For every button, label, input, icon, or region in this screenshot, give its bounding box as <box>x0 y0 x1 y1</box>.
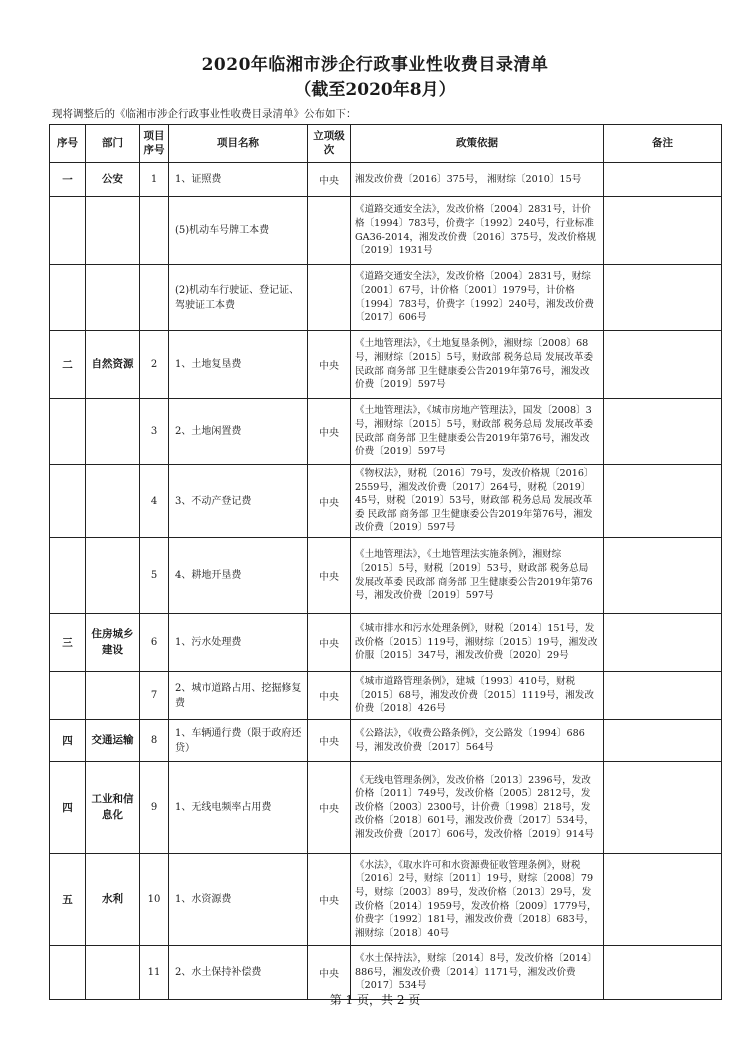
table-row <box>50 197 722 265</box>
row-remark <box>604 399 722 465</box>
row-seq: 二 <box>50 331 86 399</box>
row-dept: 住房城乡建设 <box>86 614 140 672</box>
row-remark <box>604 614 722 672</box>
table-row <box>50 465 722 538</box>
row-item-seq: 1 <box>140 163 169 197</box>
table-row <box>50 265 722 331</box>
row-item-name: 2、城市道路占用、挖掘修复费 <box>169 672 308 720</box>
row-seq <box>50 265 86 331</box>
row-level: 中央 <box>308 854 351 946</box>
row-level: 中央 <box>308 614 351 672</box>
intro-text: 现将调整后的《临湘市涉企行政事业性收费目录清单》公布如下： <box>52 108 357 120</box>
row-remark <box>604 854 722 946</box>
row-item-seq: 11 <box>140 946 169 1000</box>
table-header-row <box>50 125 722 163</box>
row-remark <box>604 197 722 265</box>
row-basis: 《土地管理法》，《城市房地产管理法》，国发〔2008〕3号，湘财综〔2015〕5号，财政部 税务总局 发展改革委 民政部 商务部 卫生健康委公告2019年第76号，湘发改价费〔2019〕597号 <box>351 399 604 465</box>
row-item-seq: 5 <box>140 538 169 614</box>
row-item-seq: 8 <box>140 720 169 762</box>
row-level: 中央 <box>308 720 351 762</box>
row-item-name: 1、污水处理费 <box>169 614 308 672</box>
row-level <box>308 197 351 265</box>
row-level: 中央 <box>308 946 351 1000</box>
row-item-name: 1、水资源费 <box>169 854 308 946</box>
row-item-seq: 2 <box>140 331 169 399</box>
row-dept: 公安 <box>86 163 140 197</box>
page-subtitle: （截至2020年8月） <box>294 80 456 100</box>
row-dept <box>86 399 140 465</box>
row-item-name: (5)机动车号牌工本费 <box>169 197 308 265</box>
row-item-name: 1、土地复垦费 <box>169 331 308 399</box>
header-seq: 序号 <box>50 125 86 163</box>
row-item-seq: 6 <box>140 614 169 672</box>
row-level: 中央 <box>308 538 351 614</box>
row-item-name: (2)机动车行驶证、登记证、驾驶证工本费 <box>169 265 308 331</box>
row-seq <box>50 197 86 265</box>
row-basis: 《公路法》，《收费公路条例》，交公路发〔1994〕686号，湘发改价费〔2017〕564号 <box>351 720 604 762</box>
table-row <box>50 854 722 946</box>
row-item-name: 2、水土保持补偿费 <box>169 946 308 1000</box>
row-item-name: 4、耕地开垦费 <box>169 538 308 614</box>
row-level: 中央 <box>308 672 351 720</box>
row-item-name: 1、证照费 <box>169 163 308 197</box>
row-item-name: 3、不动产登记费 <box>169 465 308 538</box>
row-basis: 《无线电管理条例》，发改价格〔2013〕2396号，发改价格〔2011〕749号，发改价格〔2005〕2812号，发改价格〔2003〕2300号，计价费〔1998〕218号，发改价格〔2018〕601号，湘发改价费〔2017〕534号，湘发改价费〔2017〕606号，发改价格〔2019〕914号 <box>351 762 604 854</box>
row-item-seq: 7 <box>140 672 169 720</box>
row-item-seq: 9 <box>140 762 169 854</box>
row-seq <box>50 465 86 538</box>
header-level: 立项级次 <box>308 125 351 163</box>
row-seq: 四 <box>50 720 86 762</box>
row-remark <box>604 672 722 720</box>
row-dept <box>86 265 140 331</box>
row-dept: 水利 <box>86 854 140 946</box>
row-level <box>308 265 351 331</box>
row-level: 中央 <box>308 465 351 538</box>
row-item-name: 1、无线电频率占用费 <box>169 762 308 854</box>
row-item-seq <box>140 197 169 265</box>
row-remark <box>604 331 722 399</box>
header-remark: 备注 <box>604 125 722 163</box>
row-basis: 《城市道路管理条例》，建城〔1993〕410号，财税〔2015〕68号，湘发改价费〔2015〕1119号，湘发改价费〔2018〕426号 <box>351 672 604 720</box>
table-row <box>50 672 722 720</box>
page-title: 2020年临湘市涉企行政事业性收费目录清单 <box>201 55 549 75</box>
table-row <box>50 720 722 762</box>
row-level: 中央 <box>308 399 351 465</box>
row-item-name: 1、车辆通行费（限于政府还贷） <box>169 720 308 762</box>
row-item-seq: 10 <box>140 854 169 946</box>
row-item-seq: 3 <box>140 399 169 465</box>
row-basis: 《土地管理法》，《土地复垦条例》，湘财综〔2008〕68号，湘财综〔2015〕5号，财政部 税务总局 发展改革委 民政部 商务部 卫生健康委公告2019年第76号，湘发改价费〔2019〕597号 <box>351 331 604 399</box>
row-basis: 湘发改价费〔2016〕375号， 湘财综〔2010〕15号 <box>351 163 604 197</box>
row-dept: 自然资源 <box>86 331 140 399</box>
header-basis: 政策依据 <box>351 125 604 163</box>
table-row <box>50 614 722 672</box>
row-seq <box>50 538 86 614</box>
table-row <box>50 163 722 197</box>
row-basis: 《道路交通安全法》，发改价格〔2004〕2831号，计价格〔1994〕783号，价费字〔1992〕240号，行业标准GA36-2014，湘发改价费〔2016〕375号，发改价格规〔2019〕1931号 <box>351 197 604 265</box>
row-seq: 五 <box>50 854 86 946</box>
header-item-seq: 项目序号 <box>140 125 169 163</box>
row-item-seq: 4 <box>140 465 169 538</box>
fee-table <box>49 124 722 1000</box>
row-dept <box>86 465 140 538</box>
row-level: 中央 <box>308 163 351 197</box>
row-basis: 《水法》，《取水许可和水资源费征收管理条例》，财税〔2016〕2号，财综〔2011〕19号，财综〔2008〕79号，财综〔2003〕89号，发改价格〔2013〕29号，发改价格〔2014〕1959号，发改价格〔2009〕1779号，价费字〔1992〕181号，湘发改价费〔2018〕683号，湘财综〔2018〕40号 <box>351 854 604 946</box>
row-level: 中央 <box>308 762 351 854</box>
row-seq: 一 <box>50 163 86 197</box>
row-remark <box>604 265 722 331</box>
row-seq: 四 <box>50 762 86 854</box>
row-dept <box>86 538 140 614</box>
row-dept: 工业和信息化 <box>86 762 140 854</box>
row-basis: 《道路交通安全法》，发改价格〔2004〕2831号，财综〔2001〕67号，计价格〔2001〕1979号，计价格〔1994〕783号，价费字〔1992〕240号，湘发改价费〔2017〕606号 <box>351 265 604 331</box>
row-dept <box>86 197 140 265</box>
row-basis: 《水土保持法》，财综〔2014〕8号，发改价格〔2014〕886号，湘发改价费〔2014〕1171号，湘发改价费〔2017〕534号 <box>351 946 604 1000</box>
row-seq: 三 <box>50 614 86 672</box>
row-seq <box>50 672 86 720</box>
row-basis: 《物权法》，财税〔2016〕79号，发改价格规〔2016〕2559号，湘发改价费〔2017〕264号，财税〔2019〕45号，财税〔2019〕53号，财政部 税务总局 发展改革委 民政部 商务部 卫生健康委公告2019年第76号，湘发改价费〔2019〕597号 <box>351 465 604 538</box>
table-row <box>50 331 722 399</box>
row-dept <box>86 672 140 720</box>
header-item-name: 项目名称 <box>169 125 308 163</box>
row-level: 中央 <box>308 331 351 399</box>
page-footer: 第 1 页，共 2 页 <box>329 993 421 1007</box>
row-dept: 交通运输 <box>86 720 140 762</box>
row-remark <box>604 720 722 762</box>
row-remark <box>604 163 722 197</box>
row-seq <box>50 399 86 465</box>
row-remark <box>604 762 722 854</box>
table-row <box>50 538 722 614</box>
table-row <box>50 399 722 465</box>
row-remark <box>604 465 722 538</box>
row-remark <box>604 538 722 614</box>
row-basis: 《土地管理法》，《土地管理法实施条例》，湘财综〔2015〕5号，财税〔2019〕53号，财政部 税务总局 发展改革委 民政部 商务部 卫生健康委公告2019年第76号，湘发改价费〔2019〕597号 <box>351 538 604 614</box>
row-item-seq <box>140 265 169 331</box>
header-dept: 部门 <box>86 125 140 163</box>
row-basis: 《城市排水和污水处理条例》，财税〔2014〕151号，发改价格〔2015〕119号，湘财综〔2015〕19号，湘发改价服〔2015〕347号，湘发改价费〔2020〕29号 <box>351 614 604 672</box>
table-row <box>50 762 722 854</box>
row-item-name: 2、土地闲置费 <box>169 399 308 465</box>
